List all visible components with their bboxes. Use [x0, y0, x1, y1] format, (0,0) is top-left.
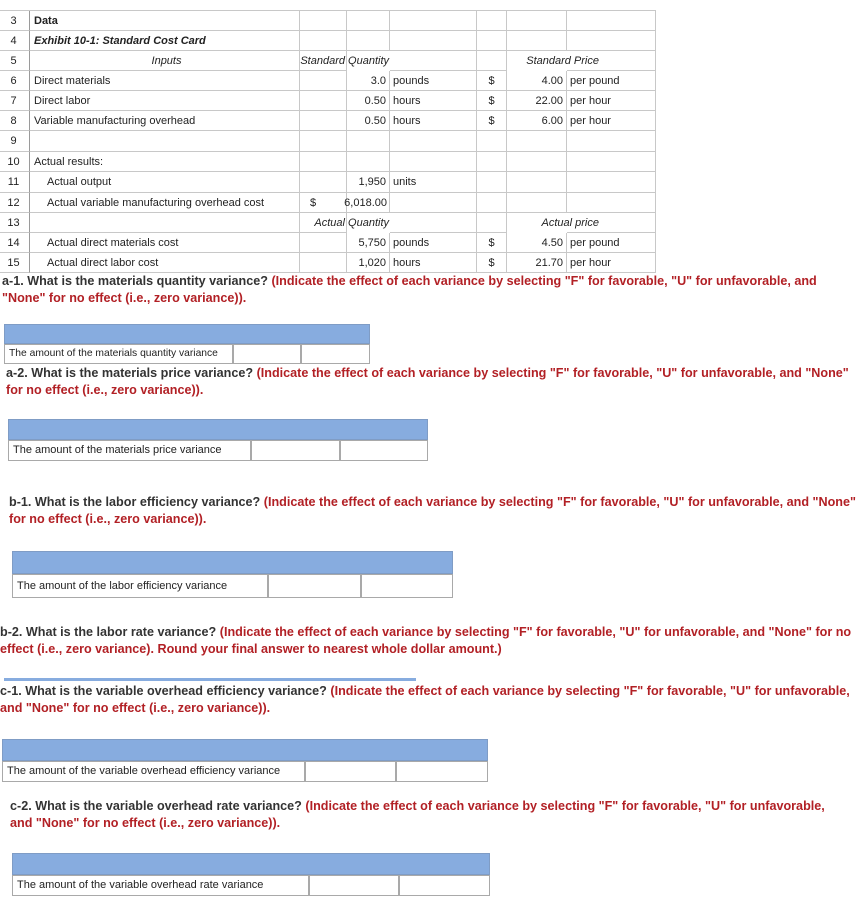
sheet-cell: 22.00 — [507, 91, 567, 111]
sheet-cell — [477, 11, 507, 31]
sheet-cell: 4.50 — [507, 233, 567, 253]
answer-block-overhead-efficiency — [2, 739, 488, 782]
sheet-cell: 1,020 — [347, 253, 390, 273]
sheet-cell — [347, 131, 390, 152]
sheet-cell — [300, 131, 347, 152]
question-a2-text: a-2. What is the materials price variance? — [6, 366, 257, 380]
sheet-row — [0, 51, 656, 71]
question-c2-instruction: (Indicate the effect of each variance by selecting "F" for favorable, "U" for unfavorable, and "None" for no effect (i.e., zero variance)). — [10, 799, 825, 830]
question-c2 — [10, 798, 850, 832]
sheet-cell — [477, 172, 507, 193]
sheet-row — [0, 213, 656, 233]
sheet-row — [0, 31, 656, 51]
sheet-cell: per pound — [567, 233, 656, 253]
sheet-row — [0, 71, 656, 91]
question-a2-instruction: (Indicate the effect of each variance by selecting "F" for favorable, "U" for unfavorable, and "None" for no effect (i.e., zero variance)). — [6, 366, 849, 397]
question-b2-text: b-2. What is the labor rate variance? — [0, 625, 220, 639]
sheet-cell — [567, 152, 656, 172]
row-number: 3 — [0, 11, 30, 31]
sheet-cell — [300, 111, 347, 131]
sheet-cell — [300, 31, 347, 51]
sheet-cell: $ — [477, 233, 507, 253]
sheet-cell — [477, 193, 507, 213]
sheet-cell: Actual output — [30, 172, 300, 193]
row-number: 11 — [0, 172, 30, 193]
sheet-cell — [567, 131, 656, 152]
sheet-cell — [300, 152, 347, 172]
sheet-cell: Inputs — [30, 51, 300, 71]
sheet-cell — [390, 31, 477, 51]
sheet-cell — [300, 233, 347, 253]
sheet-cell: per hour — [567, 253, 656, 273]
question-c1 — [0, 683, 864, 717]
overhead-efficiency-amount-input[interactable] — [305, 761, 396, 782]
row-number: 5 — [0, 51, 30, 71]
answer-header-bar — [12, 853, 490, 875]
sheet-row — [0, 111, 656, 131]
row-number: 12 — [0, 193, 30, 213]
labor-efficiency-amount-input[interactable] — [268, 574, 361, 598]
question-c1-text: c-1. What is the variable overhead efficiency variance? — [0, 684, 331, 698]
sheet-cell: $ — [477, 253, 507, 273]
sheet-cell — [347, 152, 390, 172]
sheet-cell — [30, 131, 300, 152]
sheet-cell: $ — [477, 91, 507, 111]
answer-block-materials-price — [8, 419, 428, 461]
sheet-cell: Direct labor — [30, 91, 300, 111]
question-a1-text: a-1. What is the materials quantity variance? — [2, 274, 272, 288]
sheet-cell — [567, 172, 656, 193]
sheet-row — [0, 193, 656, 213]
sheet-row — [0, 152, 656, 172]
row-number: 13 — [0, 213, 30, 233]
answer-block-overhead-rate — [12, 853, 490, 896]
overhead-rate-amount-input[interactable] — [309, 875, 399, 896]
sheet-cell — [507, 11, 567, 31]
question-b1 — [9, 494, 864, 528]
question-a1-instruction: (Indicate the effect of each variance by selecting "F" for favorable, "U" for unfavorable, and "None" for no effect (i.e., zero variance)). — [2, 274, 817, 305]
sheet-row — [0, 172, 656, 193]
answer-header-bar — [12, 551, 453, 574]
question-c1-instruction: (Indicate the effect of each variance by selecting "F" for favorable, "U" for unfavorable, and "None" for no effect (i.e., zero variance)). — [0, 684, 850, 715]
sheet-cell: Actual variable manufacturing overhead cost — [30, 193, 300, 213]
sheet-row — [0, 253, 656, 273]
sheet-cell: Variable manufacturing overhead — [30, 111, 300, 131]
sheet-cell — [347, 31, 390, 51]
sheet-cell: per hour — [567, 111, 656, 131]
materials-price-effect-select[interactable] — [340, 440, 428, 461]
sheet-cell: Actual price — [541, 217, 599, 229]
sheet-cell — [300, 91, 347, 111]
sheet-cell — [507, 31, 567, 51]
sheet-row — [0, 131, 656, 152]
labor-rate-answer-header-bar — [4, 678, 416, 681]
sheet-cell — [567, 193, 656, 213]
question-a1 — [2, 273, 862, 307]
sheet-cell: $ — [300, 193, 347, 213]
sheet-cell: Actual results: — [30, 152, 300, 172]
sheet-row — [0, 233, 656, 253]
sheet-cell: Actual direct labor cost — [30, 253, 300, 273]
sheet-cell: hours — [390, 111, 477, 131]
sheet-cell — [507, 193, 567, 213]
sheet-cell — [390, 152, 477, 172]
row-number: 8 — [0, 111, 30, 131]
sheet-cell — [347, 11, 390, 31]
answer-block-materials-quantity — [4, 324, 370, 364]
sheet-cell — [477, 31, 507, 51]
sheet-cell — [507, 172, 567, 193]
sheet-cell: Actual Quantity — [314, 217, 389, 229]
row-number: 9 — [0, 131, 30, 152]
question-b1-text: b-1. What is the labor efficiency variance? — [9, 495, 264, 509]
sheet-cell — [390, 131, 477, 152]
sheet-cell: per hour — [567, 91, 656, 111]
sheet-cell: 3.0 — [347, 71, 390, 91]
sheet-row — [0, 91, 656, 111]
sheet-cell: Actual direct materials cost — [30, 233, 300, 253]
sheet-cell: pounds — [390, 233, 477, 253]
row-number: 6 — [0, 71, 30, 91]
overhead-efficiency-label: The amount of the variable overhead efficiency variance — [2, 761, 305, 782]
sheet-cell: 1,950 — [347, 172, 390, 193]
labor-efficiency-effect-select[interactable] — [361, 574, 453, 598]
overhead-efficiency-effect-select[interactable] — [396, 761, 488, 782]
question-c2-text: c-2. What is the variable overhead rate variance? — [10, 799, 306, 813]
sheet-cell — [300, 253, 347, 273]
row-number: 14 — [0, 233, 30, 253]
sheet-cell: 0.50 — [347, 91, 390, 111]
sheet-cell: Standard Quantity — [300, 55, 389, 67]
sheet-cell — [390, 193, 477, 213]
sheet-cell — [567, 31, 656, 51]
sheet-cell: per pound — [567, 71, 656, 91]
sheet-cell: 4.00 — [507, 71, 567, 91]
sheet-cell — [507, 131, 567, 152]
sheet-cell — [507, 152, 567, 172]
sheet-cell — [30, 213, 300, 233]
labor-efficiency-label: The amount of the labor efficiency variance — [12, 574, 268, 598]
answer-header-bar — [2, 739, 488, 761]
sheet-cell — [477, 131, 507, 152]
sheet-cell: Exhibit 10-1: Standard Cost Card — [30, 31, 300, 51]
sheet-cell — [300, 71, 347, 91]
materials-price-amount-input[interactable] — [251, 440, 340, 461]
question-b2-instruction: (Indicate the effect of each variance by selecting "F" for favorable, "U" for unfavorable, and "None" for no effect (i.e., zero variance). Round your final answer to nearest whole dollar amount.) — [0, 625, 852, 656]
question-b1-instruction: (Indicate the effect of each variance by selecting "F" for favorable, "U" for unfavorable, and "None" for no effect (i.e., zero variance)). — [9, 495, 856, 526]
answer-header-bar — [8, 419, 428, 440]
sheet-cell: Direct materials — [30, 71, 300, 91]
sheet-cell: Data — [30, 11, 300, 31]
question-a2 — [6, 365, 862, 399]
sheet-cell: 21.70 — [507, 253, 567, 273]
sheet-cell: hours — [390, 91, 477, 111]
sheet-row — [0, 11, 656, 31]
question-b2 — [0, 624, 864, 658]
sheet-cell — [477, 152, 507, 172]
sheet-cell: pounds — [390, 71, 477, 91]
row-number: 10 — [0, 152, 30, 172]
sheet-cell — [390, 11, 477, 31]
standard-cost-spreadsheet — [0, 10, 656, 269]
materials-quantity-effect-select[interactable] — [301, 344, 370, 364]
answer-header-bar — [4, 324, 370, 344]
sheet-cell: Standard Price — [526, 55, 599, 67]
sheet-cell — [567, 11, 656, 31]
sheet-cell — [300, 172, 347, 193]
sheet-cell: 6.00 — [507, 111, 567, 131]
sheet-cell: 0.50 — [347, 111, 390, 131]
answer-block-labor-efficiency — [12, 551, 453, 598]
sheet-cell: 6,018.00 — [330, 193, 390, 213]
row-number: 7 — [0, 91, 30, 111]
sheet-cell: hours — [390, 253, 477, 273]
sheet-cell: $ — [477, 71, 507, 91]
sheet-cell: 5,750 — [347, 233, 390, 253]
materials-price-label: The amount of the materials price variance — [8, 440, 251, 461]
sheet-cell: units — [390, 172, 477, 193]
materials-quantity-amount-input[interactable] — [233, 344, 301, 364]
overhead-rate-effect-select[interactable] — [399, 875, 490, 896]
sheet-cell: $ — [477, 111, 507, 131]
row-number: 4 — [0, 31, 30, 51]
sheet-cell — [300, 11, 347, 31]
row-number: 15 — [0, 253, 30, 273]
materials-quantity-label: The amount of the materials quantity variance — [4, 344, 233, 364]
overhead-rate-label: The amount of the variable overhead rate variance — [12, 875, 309, 896]
